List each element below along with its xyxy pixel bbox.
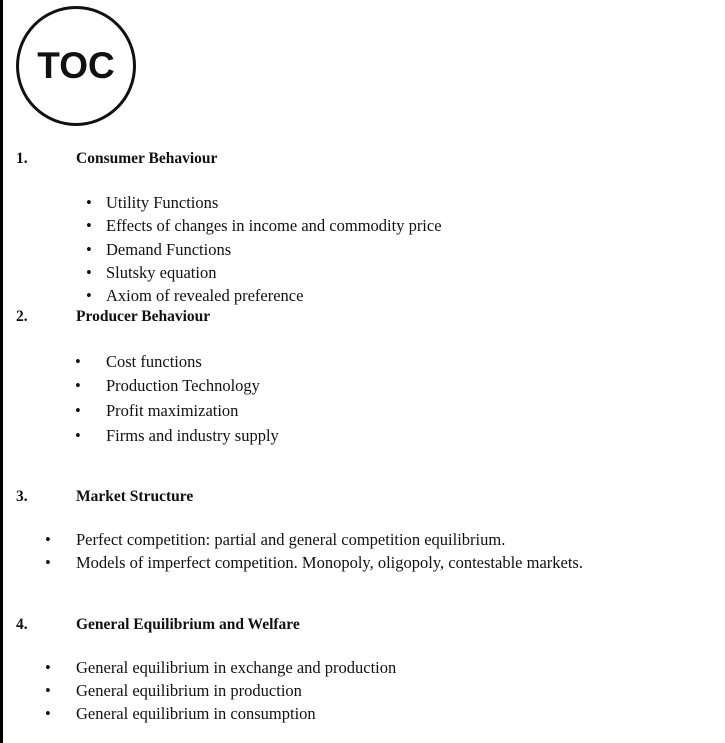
section-number: 3.: [16, 488, 28, 505]
section-title: Consumer Behaviour: [76, 150, 218, 167]
bullet-icon: •: [86, 286, 92, 305]
toc-logo-text: TOC: [37, 45, 115, 86]
bullet-icon: •: [45, 530, 51, 549]
bullet-icon: •: [45, 658, 51, 677]
bullet-icon: •: [86, 263, 92, 282]
bullet-icon: •: [86, 240, 92, 259]
section-title: Market Structure: [76, 488, 194, 505]
section-title: General Equilibrium and Welfare: [76, 616, 300, 633]
section-number: 2.: [16, 308, 28, 325]
section-number: 1.: [16, 150, 28, 167]
bullet-icon: •: [75, 401, 81, 420]
bullet-icon: •: [86, 216, 92, 235]
bullet-icon: •: [75, 376, 81, 395]
toc-logo-icon: [16, 6, 136, 126]
section-number: 4.: [16, 616, 28, 633]
bullet-icon: •: [45, 553, 51, 572]
bullet-icon: •: [45, 681, 51, 700]
bullet-icon: •: [45, 704, 51, 723]
section-title: Producer Behaviour: [76, 308, 211, 325]
bullet-icon: •: [75, 352, 81, 371]
left-border: [0, 0, 3, 743]
bullet-icon: •: [75, 426, 81, 445]
bullet-icon: •: [86, 193, 92, 212]
